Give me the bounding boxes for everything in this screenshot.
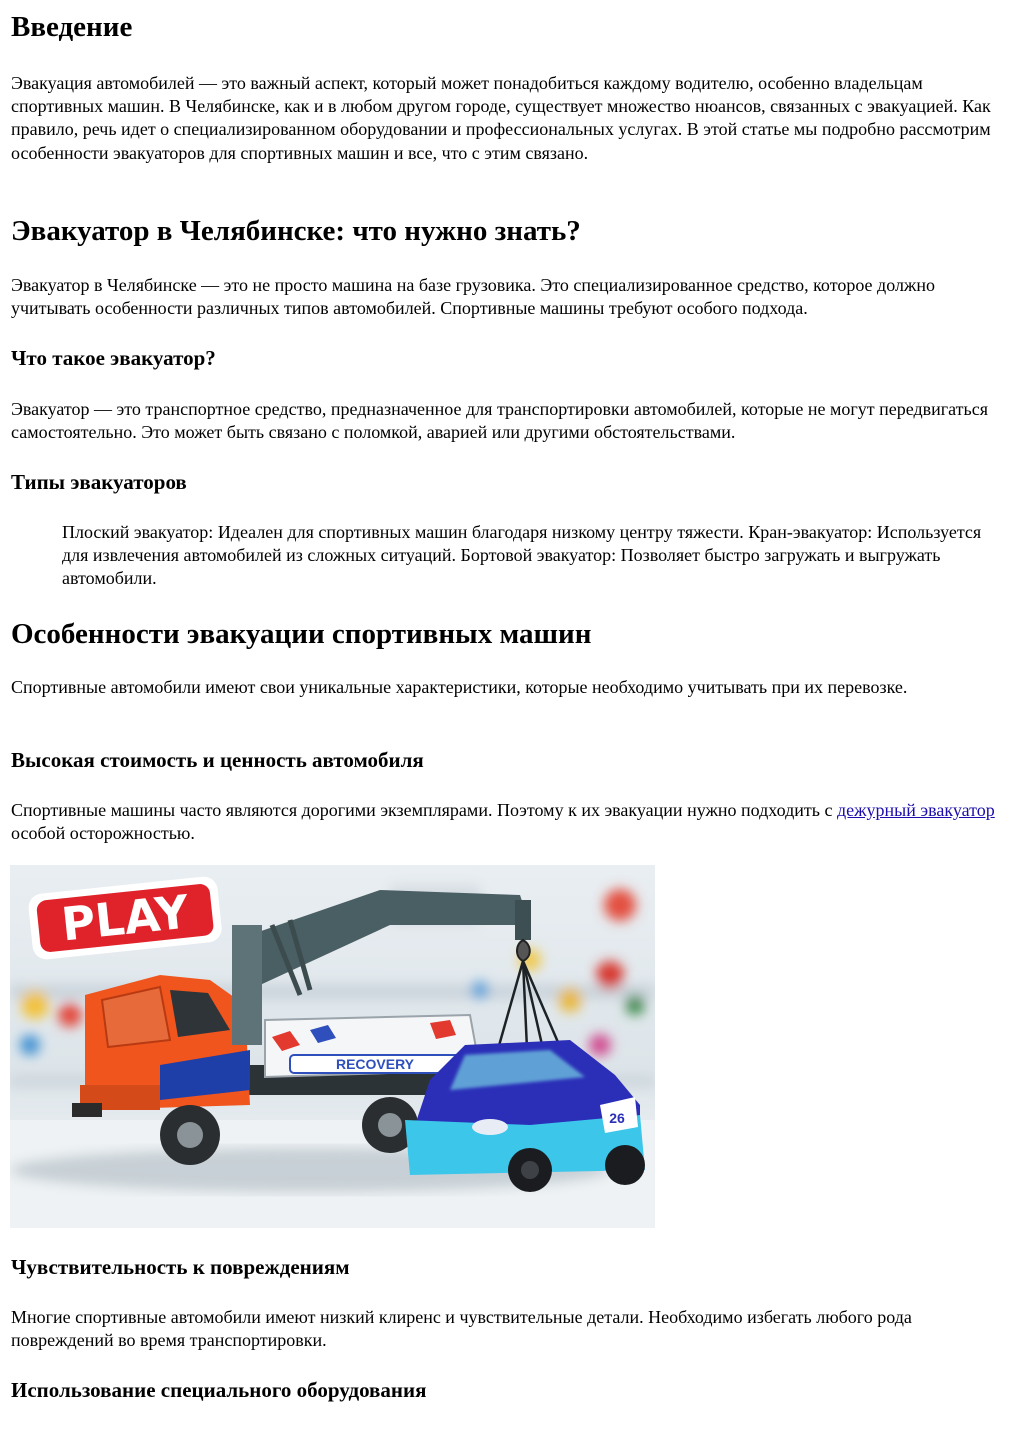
heading-high-cost: Высокая стоимость и ценность автомобиля xyxy=(11,748,424,772)
duty-tow-truck-link[interactable]: дежурный эвакуатор xyxy=(836,800,995,820)
heading-special-equipment: Использование специального оборудования xyxy=(11,1378,427,1402)
heading-tow-truck-types: Типы эвакуаторов xyxy=(11,470,187,494)
heading-sport-car-features: Особенности эвакуации спортивных машин xyxy=(11,618,592,650)
play-badge-text: PLAY xyxy=(58,884,192,952)
toy-tow-truck-illustration xyxy=(10,865,655,1228)
paragraph-high-cost-text-1: Спортивные машины часто являются дорогими экземплярами. Поэтому к их эвакуации нужно подходить с xyxy=(11,800,837,820)
car-number: 26 xyxy=(609,1110,625,1126)
heading-intro: Введение xyxy=(11,11,133,43)
paragraph-intro: Эвакуация автомобилей — это важный аспект, который может понадобиться каждому водителю, особенно владельцам спортивных машин. В Челябинске, как и в любом другом городе, существует множество нюансов, связанных с эвакуацией. Как правило, речь идет о специализированном оборудовании и профессиональных услугах. В этой статье мы подробно рассмотрим особенности эвакуаторов для спортивных машин и все, что с этим связано. xyxy=(11,73,991,163)
paragraph-damage-sensitivity: Многие спортивные автомобили имеют низкий клиренс и чувствительные детали. Необходимо избегать любого рода повреждений во время транспортировки. xyxy=(11,1307,912,1351)
blockquote-tow-truck-types: Плоский эвакуатор: Идеален для спортивных машин благодаря низкому центру тяжести. Кран-эвакуатор: Используется для извлечения автомобилей из сложных ситуаций. Бортовой эвакуатор: Позволяет быстро загружать и выгружать автомобили. xyxy=(62,522,982,589)
paragraph-high-cost xyxy=(11,799,1011,845)
toy-tow-truck-image xyxy=(10,865,655,1228)
paragraph-sport-car-features: Спортивные автомобили имеют свои уникальные характеристики, которые необходимо учитывать при их перевозке. xyxy=(11,677,908,697)
truck-recovery-label: RECOVERY xyxy=(335,1056,415,1072)
paragraph-high-cost-text-2: особой осторожностью. xyxy=(11,823,195,844)
paragraph-chelyabinsk: Эвакуатор в Челябинске — это не просто машина на базе грузовика. Это специализированное средство, которое должно учитывать особенности различных типов автомобилей. Спортивные машины требуют особого подхода. xyxy=(11,275,936,319)
heading-chelyabinsk: Эвакуатор в Челябинске: что нужно знать? xyxy=(11,215,581,247)
paragraph-what-is-tow-truck: Эвакуатор — это транспортное средство, предназначенное для транспортировки автомобилей, которые не могут передвигаться самостоятельно. Это может быть связано с поломкой, аварией или другими обстоятельствами. xyxy=(11,399,989,443)
heading-what-is-tow-truck: Что такое эвакуатор? xyxy=(11,346,216,370)
heading-damage-sensitivity: Чувствительность к повреждениям xyxy=(11,1255,350,1279)
